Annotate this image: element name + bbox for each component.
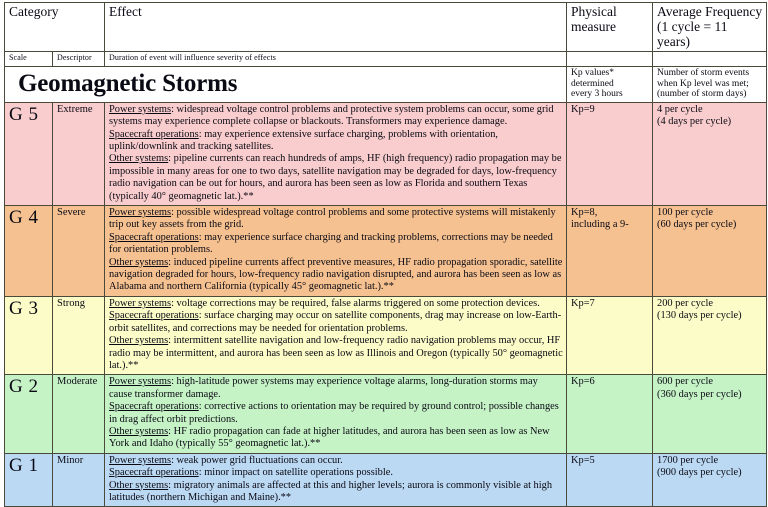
- geomagnetic-storm-scale-table: [4, 2, 767, 507]
- descriptor-label: Extreme: [53, 102, 105, 205]
- physical-measure-line2: including a 9-: [571, 219, 629, 231]
- effect-spacecraft-operations: [109, 232, 563, 257]
- effect-spacecraft-operations: [109, 310, 563, 335]
- descriptor-label: Severe: [53, 206, 105, 297]
- average-frequency-value: [653, 453, 767, 507]
- legend-frequency-line1: Number of storm events: [657, 68, 750, 78]
- scale-label: G 4: [5, 206, 53, 297]
- storm-title-row: [5, 67, 767, 103]
- header-physical-measure-line2: measure: [571, 19, 616, 34]
- effect-power-systems: [109, 455, 563, 467]
- table-row: [5, 102, 767, 205]
- descriptor-label: Strong: [53, 296, 105, 374]
- page-title: Geomagnetic Storms: [18, 70, 238, 97]
- table-row: [5, 375, 767, 453]
- effect-lead-power-systems: Power systems: [109, 454, 172, 466]
- effect-text-other-systems: : HF radio propagation can fade at higher latitudes, and aurora has been seen as low as New York and Idaho (typically 55° geomagnetic lat.).**: [109, 425, 550, 450]
- effect-description: [105, 375, 567, 453]
- frequency-line2: (4 days per cycle): [657, 116, 732, 128]
- table-row: [5, 206, 767, 297]
- effect-other-systems: [109, 426, 563, 451]
- average-frequency-value: [653, 102, 767, 205]
- frequency-line1: 200 per cycle: [657, 297, 713, 309]
- effect-text-power-systems: : possible widespread voltage control problems and some protective systems will mistakenly trip out key assets from the grid.: [109, 207, 556, 231]
- frequency-line1: 600 per cycle: [657, 376, 713, 388]
- header-category: Category: [5, 3, 105, 52]
- effect-lead-power-systems: Power systems: [109, 297, 172, 309]
- frequency-line1: 100 per cycle: [657, 207, 713, 219]
- header-scale: Scale: [5, 52, 53, 67]
- frequency-line2: (360 days per cycle): [657, 388, 742, 400]
- scale-label: G 1: [5, 453, 53, 507]
- effect-description: [105, 453, 567, 507]
- effect-text-other-systems: : migratory animals are affected at this and higher levels; aurora is commonly visible at high latitudes (northern Michigan and Maine).**: [109, 479, 553, 503]
- effect-lead-spacecraft-operations: Spacecraft operations: [109, 467, 199, 479]
- effect-text-other-systems: : induced pipeline currents affect preventive measures, HF radio propagation sporadic, satellite navigation degraded for hours, low-frequency radio navigation disrupted, and aurora has been seen as low as Alabama and northern California (typically 45° geomagnetic lat.).**: [109, 256, 563, 293]
- descriptor-label: Moderate: [53, 375, 105, 453]
- scale-label: G 3: [5, 296, 53, 374]
- frequency-line1: 1700 per cycle: [657, 454, 719, 466]
- legend-physical-measure: [567, 67, 653, 103]
- effect-other-systems: [109, 153, 563, 203]
- effect-lead-other-systems: Other systems: [109, 153, 169, 165]
- header-average-frequency-sub-blank: [653, 52, 767, 67]
- effect-lead-spacecraft-operations: Spacecraft operations: [109, 231, 199, 243]
- header-effect: Effect: [105, 3, 567, 52]
- effect-other-systems: [109, 480, 563, 505]
- effect-lead-other-systems: Other systems: [109, 256, 169, 268]
- effect-description: [105, 296, 567, 374]
- frequency-line2: (60 days per cycle): [657, 219, 737, 231]
- legend-frequency-line2: when Kp level was met;: [657, 78, 749, 89]
- table-header-row-primary: [5, 3, 767, 52]
- effect-lead-power-systems: Power systems: [109, 207, 172, 219]
- effect-text-other-systems: : pipeline currents can reach hundreds of amps, HF (high frequency) radio propagation may be impossible in many areas for one to two days, satellite navigation may be degraded for days, low-frequency radio navigation can be out for hours, and aurora has been seen as low as Florida and southern Texas (typically 40° geomagnetic lat.).**: [109, 153, 562, 202]
- effect-spacecraft-operations: [109, 129, 563, 154]
- effect-other-systems: [109, 335, 563, 372]
- header-descriptor: Descriptor: [53, 52, 105, 67]
- header-average-frequency-line1: Average Frequency: [657, 4, 763, 19]
- effect-text-other-systems: : intermittent satellite navigation and low-frequency radio navigation problems may occur, HF radio may be intermittent, and aurora has been seen as low as Illinois and Oregon (typically 50° geomagnetic lat.).**: [109, 335, 563, 371]
- physical-measure-line1: Kp=8,: [571, 207, 598, 219]
- header-physical-measure-line1: Physical: [571, 4, 617, 19]
- effect-lead-spacecraft-operations: Spacecraft operations: [109, 401, 199, 413]
- effect-spacecraft-operations: [109, 401, 563, 426]
- scale-label: G 5: [5, 102, 53, 205]
- effect-power-systems: [109, 376, 563, 401]
- frequency-line2: (130 days per cycle): [657, 310, 742, 322]
- descriptor-label: Minor: [53, 453, 105, 507]
- effect-power-systems: [109, 207, 563, 232]
- effect-power-systems: [109, 104, 563, 129]
- physical-measure-value: [567, 206, 653, 297]
- header-average-frequency-line2: (1 cycle = 11 years): [657, 19, 728, 49]
- effect-spacecraft-operations: [109, 467, 563, 479]
- table-row: [5, 296, 767, 374]
- effect-text-power-systems: : weak power grid fluctuations can occur.: [171, 454, 343, 466]
- effect-text-power-systems: : widespread voltage control problems and protective system problems can occur, some grid systems may experience complete collapse or blackouts. Transformers may experience damage.: [109, 103, 554, 128]
- effect-other-systems: [109, 257, 563, 294]
- effect-power-systems: [109, 298, 563, 310]
- effect-text-spacecraft-operations: : corrective actions to orientation may be required by ground control; possible changes in drag affect orbit predictions.: [109, 401, 559, 425]
- effect-lead-other-systems: Other systems: [109, 335, 169, 347]
- legend-physical-measure-line2: determined: [571, 78, 614, 89]
- effect-text-spacecraft-operations: : may experience extensive surface charging, problems with orientation, uplink/downlink and tracking satellites.: [109, 128, 499, 152]
- table-header-row-secondary: [5, 52, 767, 67]
- frequency-line1: 4 per cycle: [657, 103, 703, 115]
- average-frequency-value: [653, 375, 767, 453]
- effect-lead-spacecraft-operations: Spacecraft operations: [109, 310, 199, 322]
- effect-description: [105, 206, 567, 297]
- effect-text-spacecraft-operations: : minor impact on satellite operations possible.: [198, 467, 393, 479]
- effect-lead-other-systems: Other systems: [109, 479, 169, 491]
- scale-label: G 2: [5, 375, 53, 453]
- effect-text-spacecraft-operations: : may experience surface charging and tracking problems, corrections may be needed for orientation problems.: [109, 231, 553, 256]
- effect-text-spacecraft-operations: : surface charging may occur on satellite components, drag may increase on low-Earth-orbit satellites, and corrections may be needed for orientation problems.: [109, 310, 562, 334]
- effect-description: [105, 102, 567, 205]
- physical-measure-value: Kp=9: [567, 102, 653, 205]
- physical-measure-value: Kp=6: [567, 375, 653, 453]
- legend-physical-measure-line3: every 3 hours: [571, 89, 623, 100]
- storm-title-cell: [5, 67, 567, 103]
- average-frequency-value: [653, 296, 767, 374]
- legend-frequency-line3: (number of storm days): [657, 89, 747, 100]
- effect-lead-spacecraft-operations: Spacecraft operations: [109, 128, 199, 140]
- table-row: [5, 453, 767, 507]
- header-average-frequency: [653, 3, 767, 52]
- header-physical-measure-sub-blank: [567, 52, 653, 67]
- legend-frequency: [653, 67, 767, 103]
- physical-measure-value: Kp=7: [567, 296, 653, 374]
- effect-text-power-systems: : voltage corrections may be required, false alarms triggered on some protection devices.: [171, 297, 540, 309]
- header-physical-measure: [567, 3, 653, 52]
- frequency-line2: (900 days per cycle): [657, 467, 742, 479]
- header-duration-note: Duration of event will influence severity of effects: [105, 52, 567, 67]
- legend-physical-measure-line1: Kp values*: [571, 68, 615, 78]
- effect-text-power-systems: : high-latitude power systems may experience voltage alarms, long-duration storms may cause transformer damage.: [109, 376, 538, 400]
- effect-lead-power-systems: Power systems: [109, 103, 172, 115]
- effect-lead-other-systems: Other systems: [109, 425, 169, 437]
- average-frequency-value: [653, 206, 767, 297]
- physical-measure-value: Kp=5: [567, 453, 653, 507]
- effect-lead-power-systems: Power systems: [109, 376, 172, 388]
